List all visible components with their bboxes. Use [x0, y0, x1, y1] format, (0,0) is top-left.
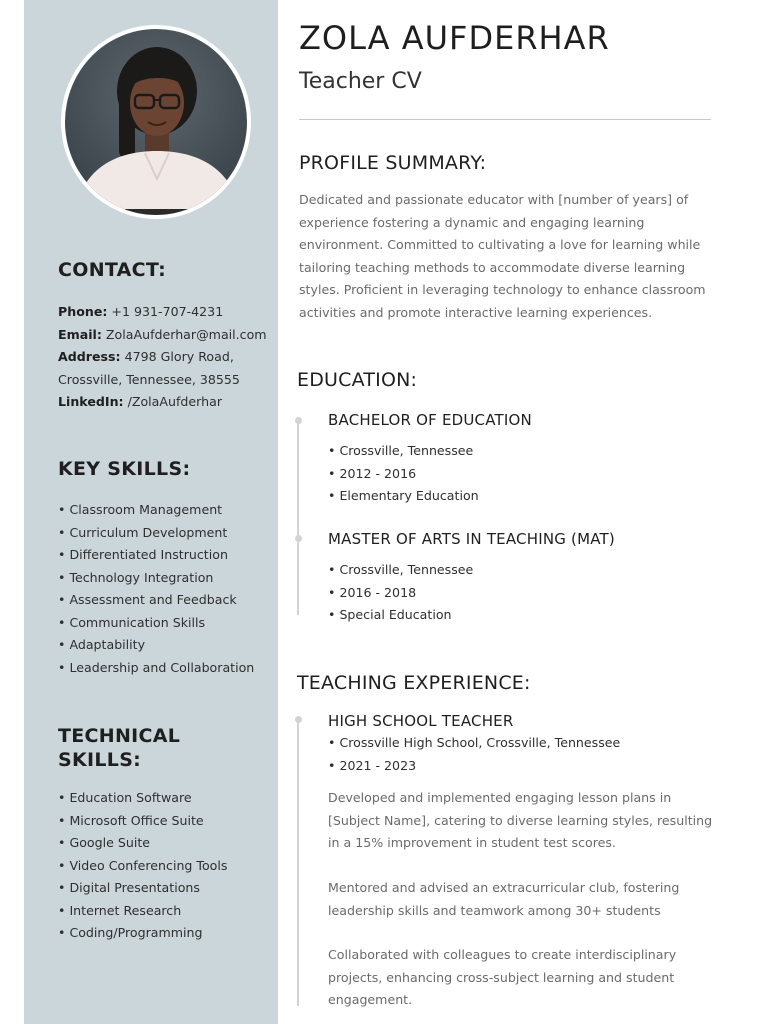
list-item: • Leadership and Collaboration	[58, 657, 254, 680]
experience-paragraph: Mentored and advised an extracurricular club, fostering leadership skills and teamwork among 30+ students	[328, 880, 680, 918]
experience-paragraph: Developed and implemented engaging lesson plans in [Subject Name], catering to diverse learning styles, resulting in a 15% improvement in student test scores.	[328, 790, 713, 850]
teaching-experience-heading: TEACHING EXPERIENCE:	[297, 672, 531, 694]
key-skills-list	[58, 499, 254, 679]
list-item: • Assessment and Feedback	[58, 589, 254, 612]
list-item: • Classroom Management	[58, 499, 254, 522]
address-line-1: 4798 Glory Road,	[124, 349, 234, 364]
education-entry-details	[328, 440, 479, 508]
technical-heading-line-1: TECHNICAL	[58, 725, 181, 747]
profile-summary-heading: PROFILE SUMMARY:	[299, 152, 487, 174]
portrait-image	[65, 29, 247, 215]
timeline-dot	[295, 535, 302, 542]
contact-address-line-2: Crossville, Tennessee, 38555	[58, 371, 240, 387]
education-timeline	[297, 420, 299, 615]
technical-heading-line-2: SKILLS:	[58, 749, 142, 771]
profile-summary-text: Dedicated and passionate educator with [number of years] of experience fostering a dynamic and engaging learning environment. Committed to cultivating a love for learning while tailoring teaching methods to accommodate diverse learning styles. Proficient in leveraging technology to enhance classroom activities and promote interactive learning experiences.	[299, 192, 706, 320]
contact-address	[58, 346, 273, 369]
list-item: • Technology Integration	[58, 567, 254, 590]
profile-photo-frame	[61, 25, 251, 219]
email-value[interactable]: ZolaAufderhar@mail.com	[105, 326, 267, 342]
list-item: • Coding/Programming	[58, 922, 227, 945]
key-skills-heading: KEY SKILLS:	[58, 458, 191, 480]
experience-paragraph: Collaborated with colleagues to create interdisciplinary projects, enhancing cross-subject learning and student engagement.	[328, 947, 677, 1007]
list-item: • Elementary Education	[328, 485, 479, 508]
list-item: • Video Conferencing Tools	[58, 855, 227, 878]
list-item: • Education Software	[58, 787, 227, 810]
contact-heading: CONTACT:	[58, 259, 167, 281]
timeline-dot	[295, 716, 302, 723]
list-item: • Microsoft Office Suite	[58, 810, 227, 833]
list-item: • Crossville High School, Crossville, Tennessee	[328, 732, 620, 755]
list-item: • Differentiated Instruction	[58, 544, 254, 567]
candidate-name: ZOLA AUFDERHAR	[299, 19, 610, 57]
contact-email	[58, 324, 273, 347]
linkedin-value[interactable]: /ZolaAufderhar	[127, 394, 223, 409]
phone-value[interactable]: +1 931-707-4231	[111, 304, 224, 319]
list-item: • Crossville, Tennessee	[328, 559, 473, 582]
list-item: • Curriculum Development	[58, 522, 254, 545]
linkedin-label: LinkedIn:	[58, 394, 124, 409]
timeline-dot	[295, 417, 302, 424]
sidebar	[24, 0, 278, 1024]
header-divider	[299, 119, 711, 120]
document-subtitle: Teacher CV	[299, 69, 422, 94]
list-item: • 2016 - 2018	[328, 582, 473, 605]
experience-entry-title: HIGH SCHOOL TEACHER	[328, 712, 514, 730]
list-item: • 2012 - 2016	[328, 463, 479, 486]
address-label: Address:	[58, 349, 121, 364]
technical-skills-list	[58, 787, 227, 945]
profile-photo	[65, 29, 247, 215]
list-item: • Crossville, Tennessee	[328, 440, 479, 463]
list-item: • Adaptability	[58, 634, 254, 657]
contact-linkedin	[58, 391, 273, 414]
contact-phone	[58, 301, 273, 324]
list-item: • Google Suite	[58, 832, 227, 855]
list-item: • 2021 - 2023	[328, 755, 620, 778]
email-label: Email:	[58, 326, 102, 342]
education-entry-title: MASTER OF ARTS IN TEACHING (MAT)	[328, 530, 615, 548]
education-entry-details	[328, 559, 473, 627]
list-item: • Internet Research	[58, 900, 227, 923]
experience-entry-details	[328, 732, 620, 777]
list-item: • Special Education	[328, 604, 473, 627]
technical-skills-heading	[58, 724, 180, 772]
phone-label: Phone:	[58, 304, 108, 319]
experience-timeline	[297, 720, 299, 1006]
contact-details	[58, 301, 273, 414]
list-item: • Digital Presentations	[58, 877, 227, 900]
education-heading: EDUCATION:	[297, 369, 418, 391]
list-item: • Communication Skills	[58, 612, 254, 635]
education-entry-title: BACHELOR OF EDUCATION	[328, 411, 532, 429]
